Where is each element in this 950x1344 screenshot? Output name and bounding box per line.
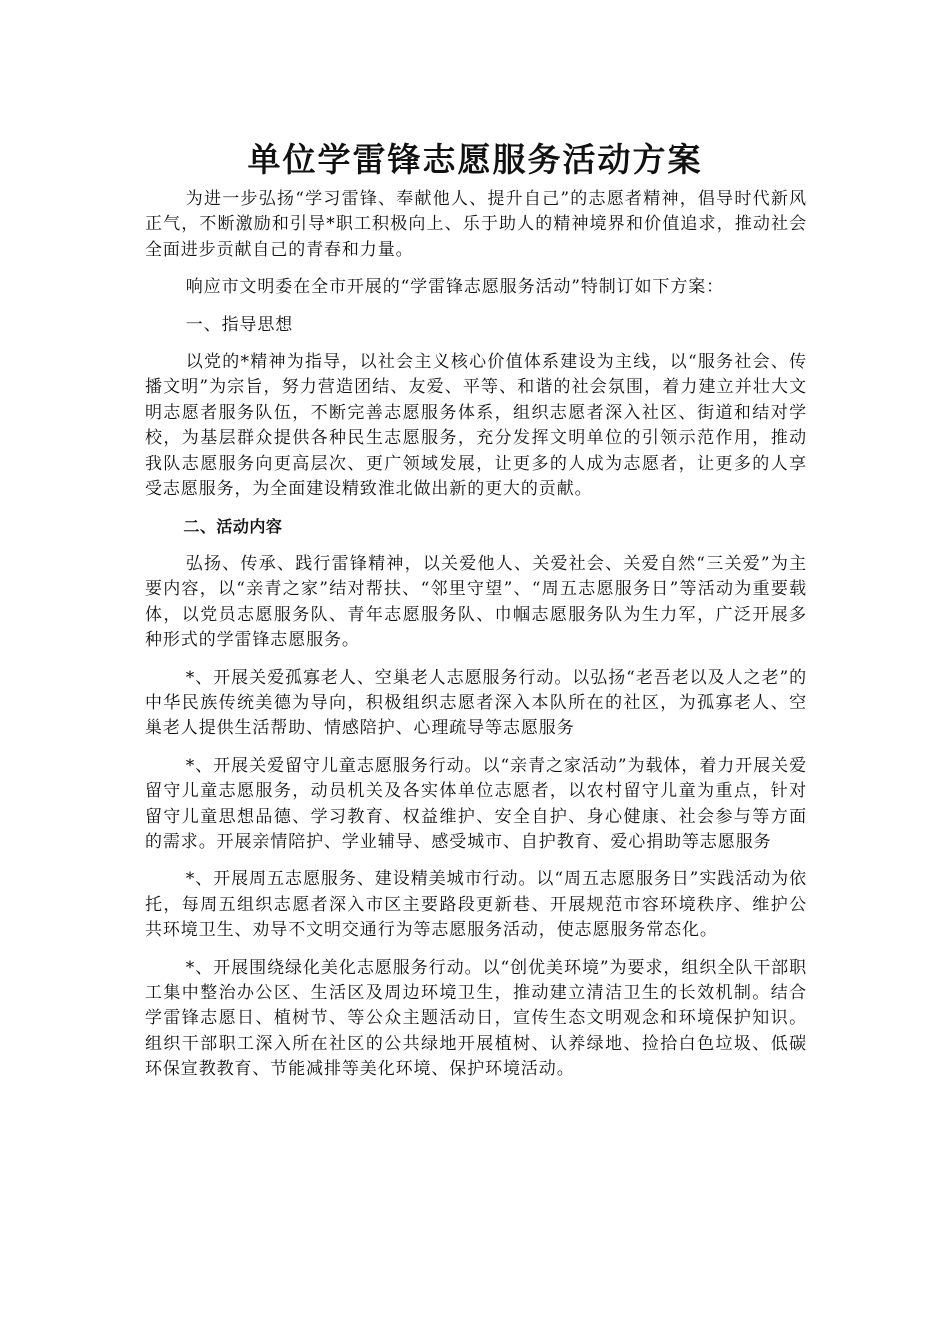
guiding-ideology-paragraph: 以党的*精神为指导，以社会主义核心价值体系建设为主线，以“服务社会、传播文明”为宗旨，努力营造团结、友爱、平等、和谐的社会氛围，着力建立并壮大文明志愿者服务队伍，不断完善志愿服务体系，组织志愿者深入社区、街道和结对学校，为基层群众提供各种民生志愿服务，充分发挥文明单位的引领示范作用，推动我队志愿服务向更高层次、更广领域发展，让更多的人成为志愿者，让更多的人享受志愿服务，为全面建设精致淮北做出新的更大的贡献。 <box>145 352 807 500</box>
elderly-care-paragraph: *、开展关爱孤寡老人、空巢老人志愿服务行动。以弘扬“老吾老以及人之老”的中华民族传统美德为导向，积极组织志愿者深入本队所在的社区，为孤寡老人、空巢老人提供生活帮助、情感陪护、心理疏导等志愿服务 <box>145 667 807 739</box>
section-heading-guiding-ideology: 一、指导思想 <box>185 314 294 335</box>
document-title: 单位学雷锋志愿服务活动方案 <box>247 140 703 179</box>
greening-paragraph: *、开展围绕绿化美化志愿服务行动。以“创优美环境”为要求，组织全队干部职工集中整治办公区、生活区及周边环境卫生，推动建立清洁卫生的长效机制。结合学雷锋志愿日、植树节、等公众主题活动日，宣传生态文明观念和环境保护知识。组织干部职工深入所在社区的公共绿地开展植树、认养绿地、捡拾白色垃圾、低碳环保宣教教育、节能减排等美化环境、保护环境活动。 <box>145 957 807 1080</box>
intro-paragraph: 为进一步弘扬“学习雷锋、奉献他人、提升自己”的志愿者精神，倡导时代新风正气，不断激励和引导*职工积极向上、乐于助人的精神境界和价值追求，推动社会全面进步贡献自己的青春和力量。 <box>145 189 807 260</box>
left-behind-children-paragraph: *、开展关爱留守儿童志愿服务行动。以“亲青之家活动”为载体，着力开展关爱留守儿童志愿服务，动员机关及各实体单位志愿者，以农村留守儿童为重点，针对留守儿童思想品德、学习教育、权益维护、安全自护、身心健康、社会参与等方面的需求。开展亲情陪护、学业辅导、感受城市、自护教育、爱心捐助等志愿服务 <box>145 755 807 852</box>
friday-service-paragraph: *、开展周五志愿服务、建设精美城市行动。以“周五志愿服务日”实践活动为依托，每周五组织志愿者深入市区主要路段更新巷、开展规范市容环境秩序、维护公共环境卫生、劝导不文明交通行为等志愿服务活动，使志愿服务常态化。 <box>145 869 807 941</box>
section-heading-activity-content: 二、活动内容 <box>183 517 283 537</box>
activity-content-paragraph: 弘扬、传承、践行雷锋精神，以关爱他人、关爱社会、关爱自然“三关爱”为主要内容，以“亲青之家”结对帮扶、“邻里守望”、“周五志愿服务日”等活动为重要载体，以党员志愿服务队、青年志愿服务队、巾帼志愿服务队为生力军，广泛开展多种形式的学雷锋志愿服务。 <box>145 553 807 651</box>
document-body <box>145 187 807 1095</box>
response-paragraph: 响应市文明委在全市开展的“学雷锋志愿服务活动”特制订如下方案： <box>185 277 725 298</box>
